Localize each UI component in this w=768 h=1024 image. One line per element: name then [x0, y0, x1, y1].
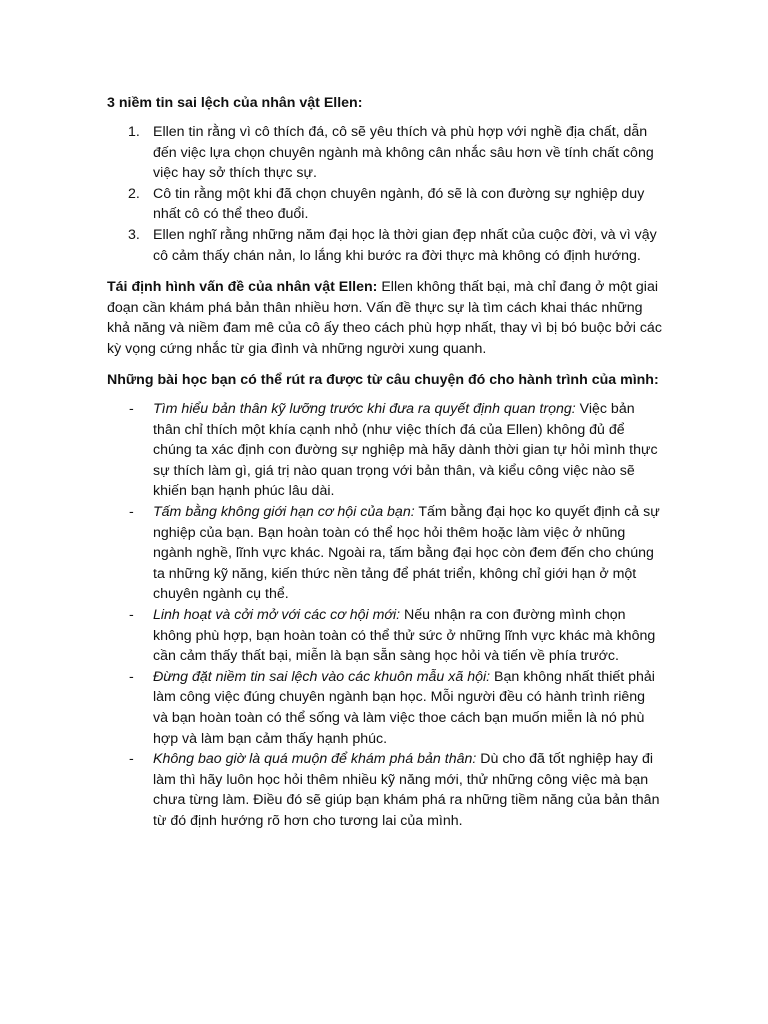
- list-item: [107, 225, 663, 266]
- list-bullet: -: [129, 668, 134, 685]
- list-bullet: -: [129, 751, 134, 768]
- list-item: [107, 184, 663, 225]
- lesson-title: Tìm hiểu bản thân kỹ lưỡng trước khi đưa ra quyết định quan trọng:: [153, 401, 576, 417]
- heading-lessons: Những bài học bạn có thể rút ra được từ câu chuyện đó cho hành trình của mình:: [107, 372, 659, 388]
- list-item-text: Ellen nghĩ rằng những năm đại học là thời gian đẹp nhất của cuộc đời, và vì vậy cô cảm thấy chán nản, lo lắng khi bước ra đời thực mà không có định hướng.: [153, 226, 657, 264]
- reframe-paragraph: [107, 277, 663, 359]
- reframe-text: Ellen không thất bại, mà chỉ đang ở một giai đoạn cần khám phá bản thân nhiều hơn. Vấn đề thực sự là tìm cách khai thác những khả năng và niềm đam mê của cô ấy theo cách phù hợp nhất, thay vì bị bó buộc bởi các kỳ vọng cứng nhắc từ gia đình và những người xung quanh.: [107, 279, 662, 357]
- lessons-list: [107, 399, 663, 831]
- lesson-text: Dù cho đã tốt nghiệp hay đi làm thì hãy luôn học hỏi thêm nhiều kỹ năng mới, thử những công việc mà bạn chưa từng làm. Điều đó sẽ giúp bạn khám phá ra những tiềm năng của bản thân từ đó định hướng rõ hơn cho tương lai của mình.: [153, 751, 660, 829]
- list-item-text: Cô tin rằng một khi đã chọn chuyên ngành, đó sẽ là con đường sự nghiệp duy nhất cô có thể theo đuổi.: [153, 185, 645, 223]
- list-bullet: -: [129, 503, 134, 520]
- beliefs-list: [107, 122, 663, 266]
- lesson-title: Đừng đặt niềm tin sai lệch vào các khuôn mẫu xã hội:: [153, 668, 491, 685]
- list-item: [107, 605, 663, 667]
- list-bullet: -: [129, 606, 134, 623]
- lesson-title: Không bao giờ là quá muộn để khám phá bản thân:: [153, 751, 477, 768]
- list-item: [107, 502, 663, 605]
- list-number: 2.: [128, 185, 140, 202]
- lesson-text: Bạn không nhất thiết phải làm công việc đúng chuyên ngành bạn học. Mỗi người đều có hành trình riêng và bạn hoàn toàn có thể sống và làm việc thoe cách bạn muốn miễn là nó phù hợp và làm bạn cảm thấy hạnh phúc.: [153, 668, 655, 747]
- reframe-label: Tái định hình vấn đề của nhân vật Ellen:: [107, 279, 378, 295]
- list-item: [107, 749, 663, 831]
- list-item: [107, 122, 663, 184]
- list-item: [107, 399, 663, 502]
- list-item: [107, 667, 663, 749]
- list-number: 3.: [128, 226, 140, 243]
- lesson-title: Linh hoạt và cởi mở với các cơ hội mới:: [153, 606, 401, 623]
- list-item-text: Ellen tin rằng vì cô thích đá, cô sẽ yêu thích và phù hợp với nghề địa chất, dẫn đến việc lựa chọn chuyên ngành mà không cân nhắc sâu hơn về tính chất công việc hay sở thích thực sự.: [153, 124, 654, 182]
- list-number: 1.: [128, 124, 140, 140]
- list-bullet: -: [129, 401, 134, 417]
- lesson-text: Nếu nhận ra con đường mình chọn không phù hợp, bạn hoàn toàn có thể thử sức ở những lĩnh vực khác mà không cần cảm thấy thất bại, miễn là bạn sẵn sàng học hỏi và tiến về phía trước.: [153, 606, 656, 665]
- lesson-title: Tấm bằng không giới hạn cơ hội của bạn:: [153, 503, 415, 520]
- heading-false-beliefs: 3 niềm tin sai lệch của nhân vật Ellen:: [107, 95, 363, 111]
- lesson-text: Việc bản thân chỉ thích một khía cạnh nhỏ (như việc thích đá của Ellen) không đủ để chúng ta xác định con đường sự nghiệp mà hãy dành thời gian tự hỏi mình thực sự thích làm gì, giá trị nào quan trọng với bản thân, và kiểu công việc nào sẽ khiến bạn hạnh phúc lâu dài.: [153, 401, 658, 500]
- lesson-text: Tấm bằng đại học ko quyết định cả sự nghiệp của bạn. Bạn hoàn toàn có thể học hỏi thêm hoặc làm việc ở nhũng ngành nghề, lĩnh vực khác. Ngoài ra, tấm bằng đại học còn đem đến cho chúng ta những kỹ năng, kiến thức nền tảng để phát triển, không chỉ giới hạn ở một chuyên ngành cụ thể.: [153, 503, 660, 603]
